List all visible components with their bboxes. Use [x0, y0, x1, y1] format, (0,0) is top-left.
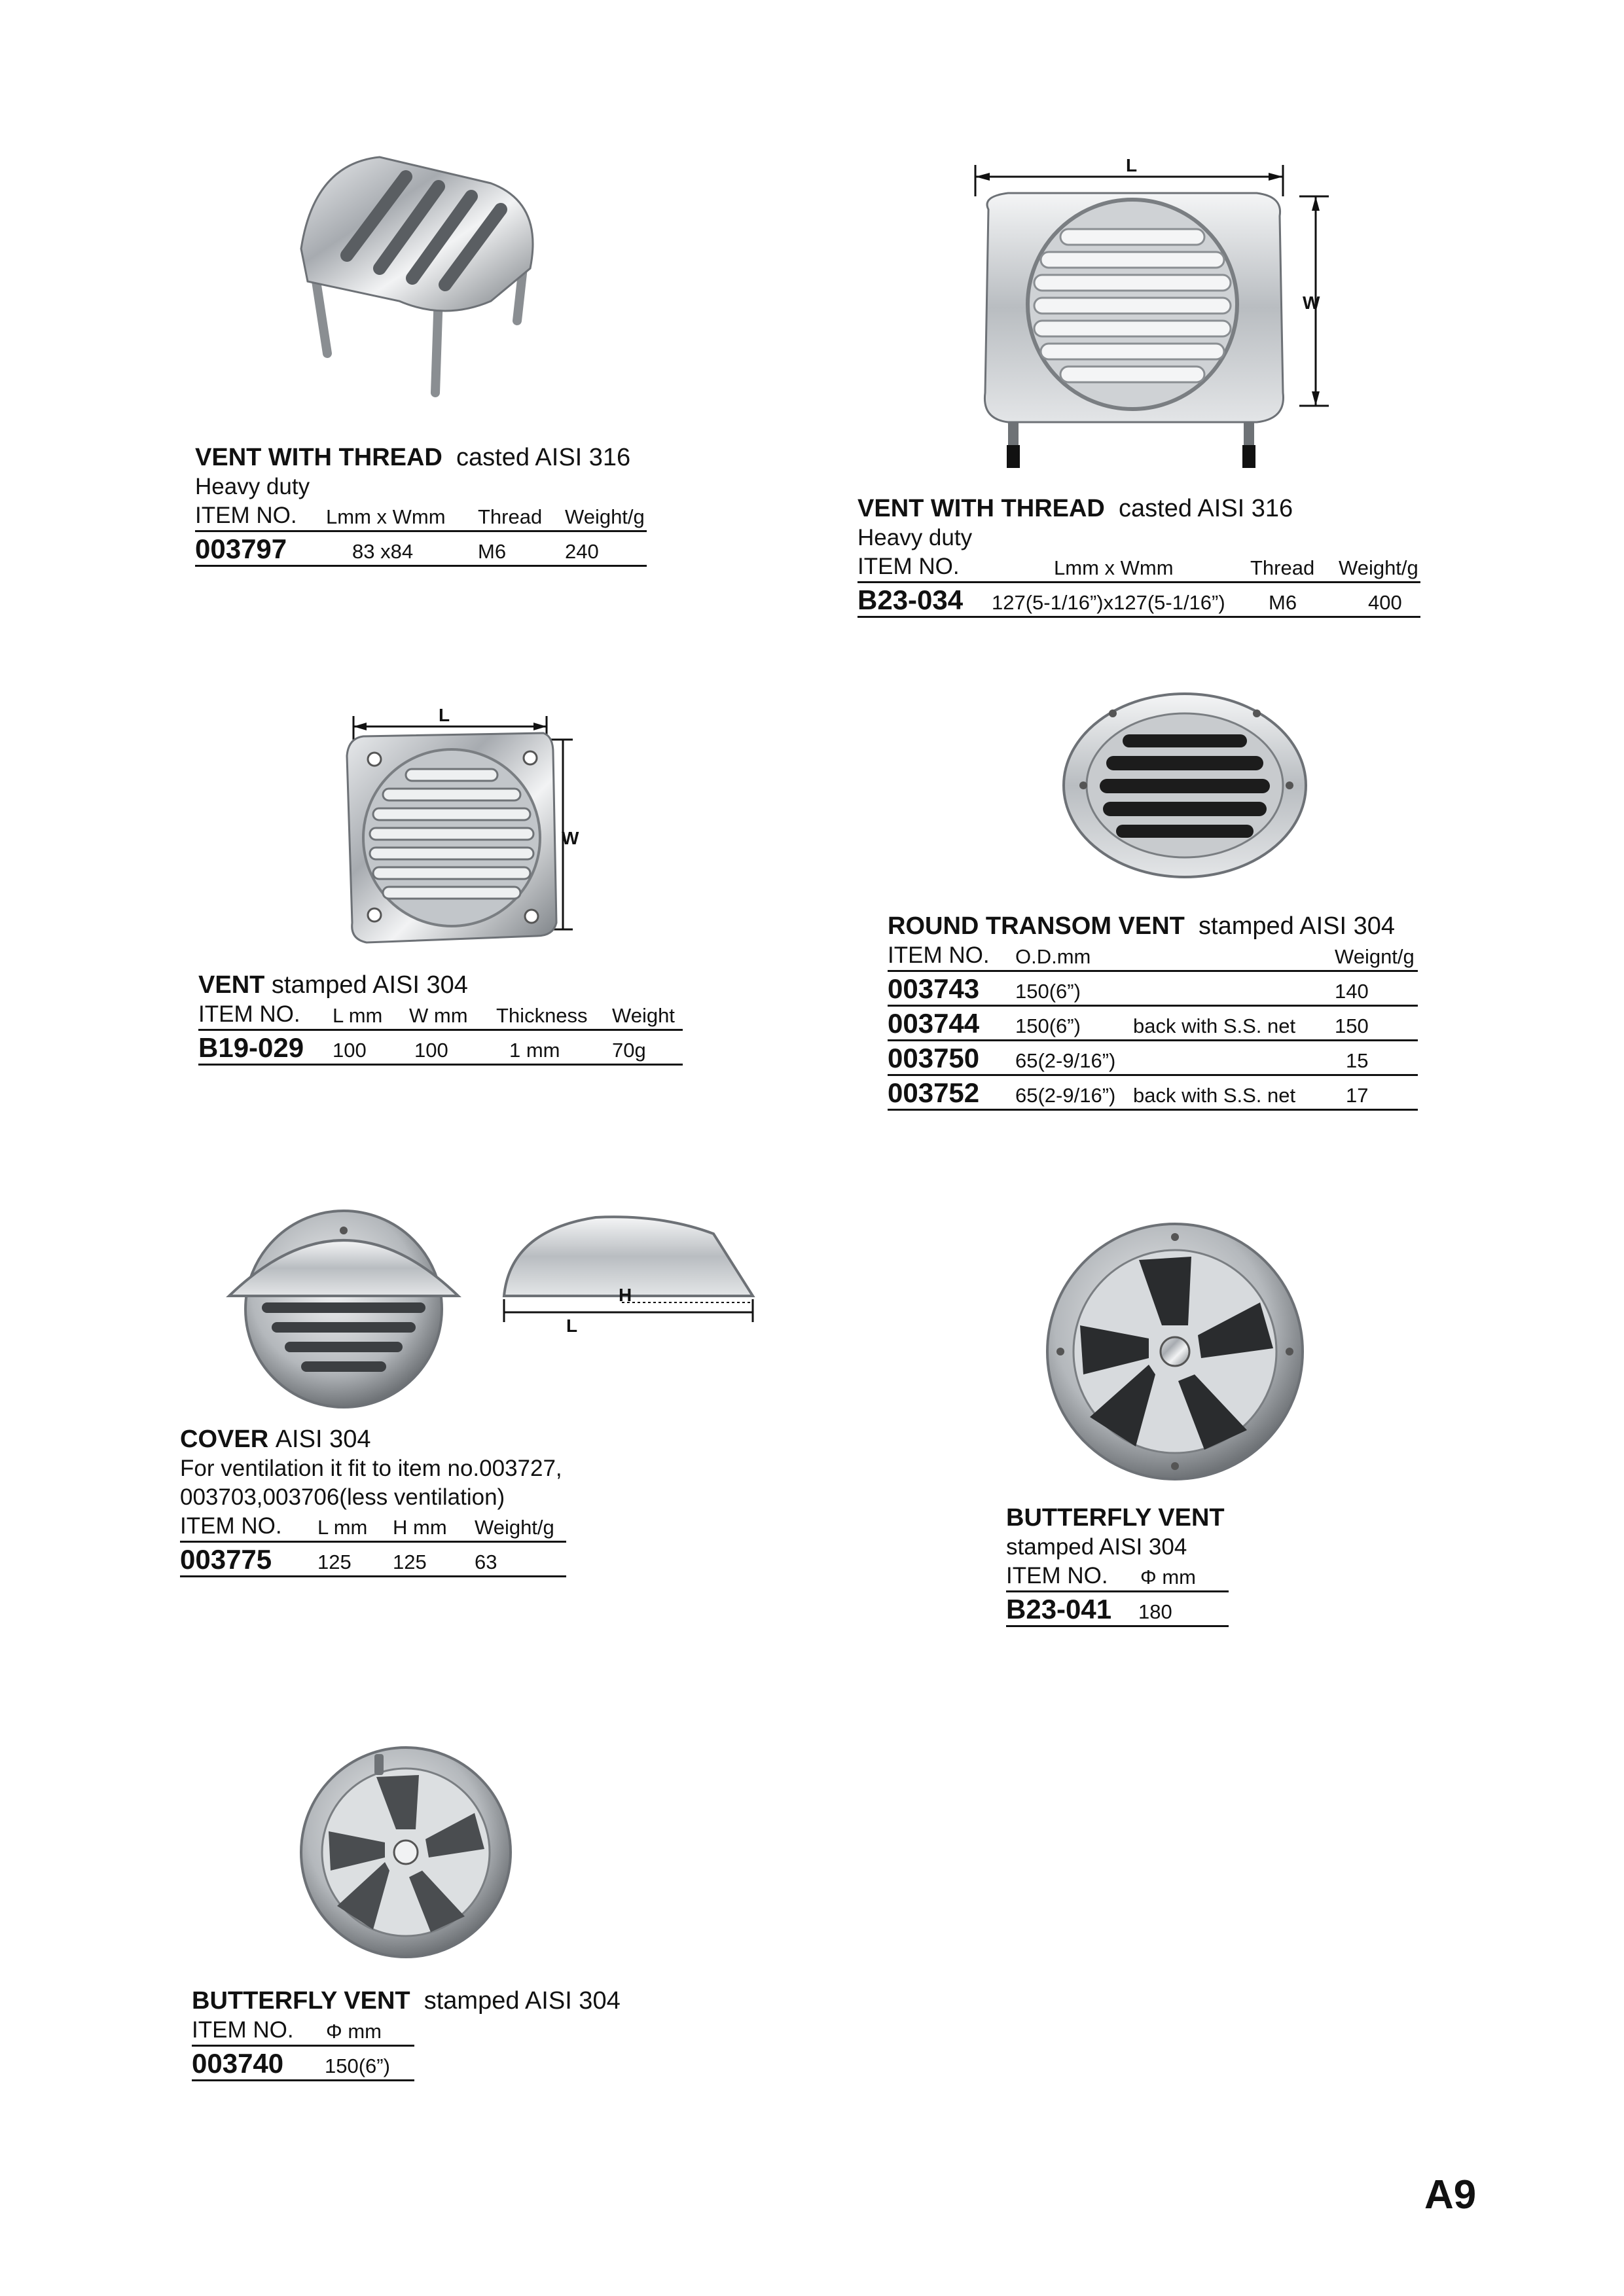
product-block-b23-034: [857, 493, 1447, 618]
round-transom-vent-image: [1054, 687, 1316, 884]
dim-label-w: W: [1303, 293, 1320, 313]
product-title: VENT WITH THREAD casted AISI 316: [857, 495, 1293, 522]
table-row: 003752 65(2-9/16”) back with S.S. net 17: [888, 1076, 1418, 1111]
vent-with-thread-b23-034-image: [969, 157, 1335, 484]
table-header: ITEM NO. Φ mm: [192, 2016, 414, 2047]
product-block-003740: [192, 1986, 676, 2081]
vent-b19-029-image: [327, 707, 589, 956]
product-block-b19-029: [198, 970, 696, 1066]
dim-label-l: L: [1126, 155, 1138, 175]
vent-with-thread-003797-image: [275, 144, 550, 399]
product-title: VENT stamped AISI 304: [198, 971, 468, 999]
product-subtitle: Heavy duty: [857, 525, 973, 550]
table-row: 003744 150(6”) back with S.S. net 150: [888, 1007, 1418, 1041]
butterfly-vent-003740-image: [295, 1741, 517, 1964]
table-row: 003797 83 x84 M6 240: [195, 532, 647, 567]
product-block-003797: [195, 442, 653, 567]
table-row: 003743 150(6”) 140: [888, 972, 1418, 1007]
table-row: 003740 150(6”): [192, 2047, 414, 2081]
product-title: VENT WITH THREAD casted AISI 316: [195, 444, 631, 471]
table-row: B19-029 100 100 1 mm 70g: [198, 1031, 683, 1066]
table-header: ITEM NO. Φ mm: [1006, 1562, 1229, 1592]
dim-label-l: L: [439, 705, 450, 725]
product-subtitle: Heavy duty: [195, 474, 310, 499]
product-description-line: 003703,003706(less ventilation): [180, 1484, 505, 1510]
table-header: ITEM NO. Lmm x Wmm Thread Weight/g: [195, 501, 647, 532]
butterfly-vent-b23-041-image: [1041, 1217, 1309, 1486]
dim-label-w: W: [562, 828, 579, 848]
product-block-003775: [180, 1424, 651, 1577]
product-title: ROUND TRANSOM VENT stamped AISI 304: [888, 912, 1395, 940]
page-number: A9: [1424, 2172, 1477, 2217]
table-row: B23-041 180: [1006, 1592, 1229, 1627]
product-block-round-transom-vent: [888, 911, 1464, 1111]
table-header: ITEM NO. Lmm x Wmm Thread Weight/g: [857, 552, 1420, 583]
table-header: ITEM NO. L mm W mm Thickness Weight: [198, 1000, 683, 1031]
table-row: B23-034 127(5-1/16”)x127(5-1/16”) M6 400: [857, 583, 1420, 618]
product-description-line: For ventilation it fit to item no.003727,: [180, 1456, 562, 1481]
table-header: ITEM NO. O.D.mm Weignt/g: [888, 941, 1418, 972]
product-title: BUTTERFLY VENT stamped AISI 304: [192, 1987, 621, 2015]
cover-003775-image: [209, 1204, 484, 1414]
product-block-b23-041: [1006, 1503, 1346, 1627]
product-title: COVER AISI 304: [180, 1426, 371, 1453]
product-title: BUTTERFLY VENT: [1006, 1504, 1225, 1532]
table-row: 003750 65(2-9/16”) 15: [888, 1041, 1418, 1076]
product-material: stamped AISI 304: [1006, 1534, 1187, 1560]
table-header: ITEM NO. L mm H mm Weight/g: [180, 1512, 566, 1543]
table-row: 003775 125 125 63: [180, 1543, 566, 1577]
dim-label-l: L: [566, 1316, 578, 1336]
dim-label-h: H: [619, 1285, 632, 1305]
cover-003775-side-image: [491, 1204, 766, 1335]
